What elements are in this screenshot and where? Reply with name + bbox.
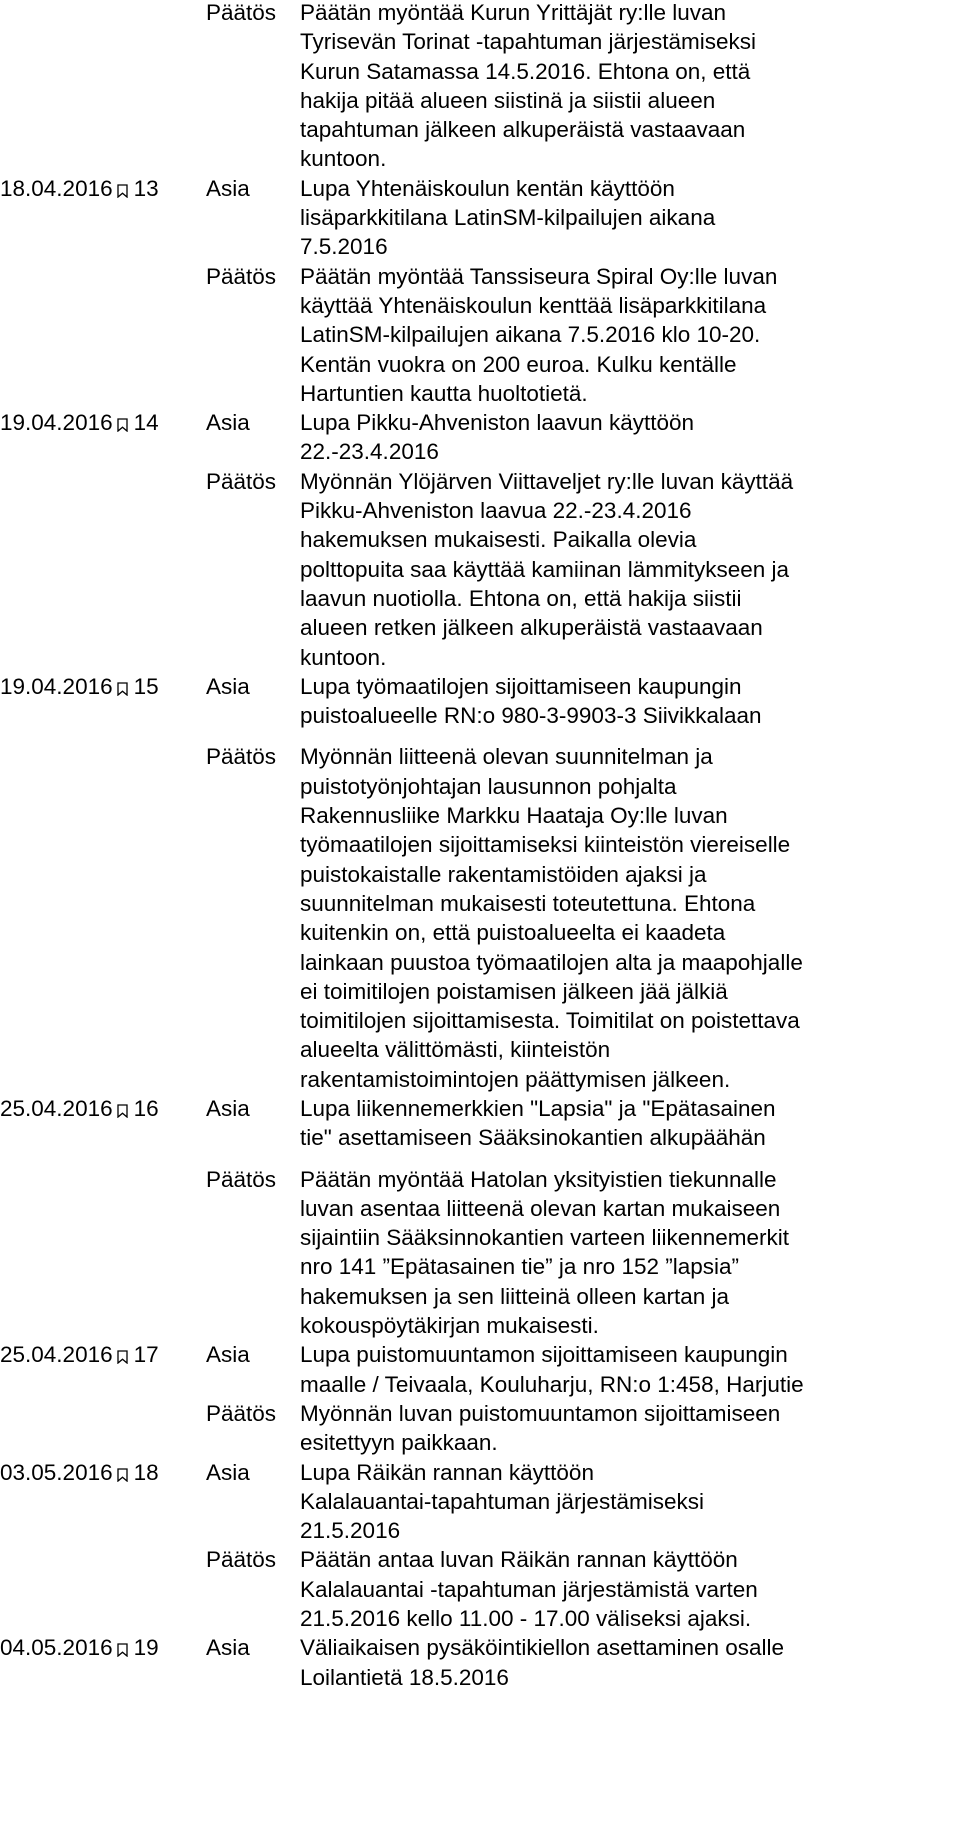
paatos-text bbox=[279, 467, 960, 672]
paatos-label: Päätös bbox=[206, 1166, 277, 1192]
entry-date: 04.05.2016 bbox=[0, 1635, 113, 1661]
asia-label: Asia bbox=[206, 673, 250, 699]
bookmark-icon bbox=[117, 1104, 128, 1118]
paatos-text-line: työmaatilojen sijoittamiseksi kiinteistön viereiselle bbox=[300, 832, 791, 858]
paatos-text-line: lainkaan puustoa työmaatilojen alta ja maapohjalle bbox=[300, 949, 803, 975]
paatos-text-line: puistokaistalle rakentamistöiden ajaksi ja bbox=[300, 861, 707, 887]
asia-text-line: maalle / Teivaala, Kouluharju, RN:o 1:458, Harjutie bbox=[300, 1371, 804, 1397]
asia-text-line: tie" asettamiseen Sääksinokantien alkupäähän bbox=[300, 1125, 766, 1151]
entry-header bbox=[0, 408, 159, 437]
paatos-text-line: alueelta välittömästi, kiinteistön bbox=[300, 1037, 611, 1063]
entry-number: 17 bbox=[133, 1342, 159, 1368]
paatos-text-line: alueen retken jälkeen alkuperäistä vastaavaan bbox=[300, 615, 763, 641]
asia-text bbox=[279, 1340, 960, 1399]
decision-entry bbox=[0, 0, 960, 174]
paatos-text-line: Myönnän liitteenä olevan suunnitelman ja bbox=[300, 744, 713, 770]
paatos-text-line: Päätän myöntää Kurun Yrittäjät ry:lle luvan bbox=[300, 0, 727, 25]
entry-number: 15 bbox=[133, 673, 159, 699]
paatos-text-line: Kalalauantai -tapahtuman järjestämistä varten bbox=[300, 1576, 758, 1602]
asia-text-line: Lupa Räikän rannan käyttöön bbox=[300, 1459, 594, 1485]
paatos-text-line: LatinSM-kilpailujen aikana 7.5.2016 klo 10-20. bbox=[300, 322, 761, 348]
paatos-text-line: Päätän myöntää Tanssiseura Spiral Oy:lle luvan bbox=[300, 263, 778, 289]
asia-text-line: lisäparkkitilana LatinSM-kilpailujen aikana bbox=[300, 205, 716, 231]
paatos-text bbox=[279, 262, 960, 408]
paatos-text-line: luvan asentaa liitteenä olevan kartan mukaiseen bbox=[300, 1195, 781, 1221]
asia-text-line: 22.-23.4.2016 bbox=[300, 439, 439, 465]
bookmark-icon bbox=[117, 184, 128, 198]
decision-entry bbox=[0, 1094, 960, 1340]
paatos-text-line: laavun nuotiolla. Ehtona on, että hakija siistii bbox=[300, 585, 742, 611]
bookmark-icon bbox=[117, 1350, 128, 1364]
entry-date: 19.04.2016 bbox=[0, 410, 113, 436]
asia-label: Asia bbox=[206, 175, 250, 201]
entry-date: 03.05.2016 bbox=[0, 1459, 113, 1485]
entry-date: 25.04.2016 bbox=[0, 1342, 113, 1368]
paatos-text bbox=[279, 1399, 960, 1458]
entry-header bbox=[0, 174, 159, 203]
entry-header bbox=[0, 1633, 159, 1662]
asia-row bbox=[0, 1340, 960, 1399]
paatos-text-line: esitettyyn paikkaan. bbox=[300, 1430, 498, 1456]
asia-label: Asia bbox=[206, 1342, 250, 1368]
paatos-label: Päätös bbox=[206, 263, 277, 289]
asia-text-line: puistoalueelle RN:o 980-3-9903-3 Siivikkalaan bbox=[300, 703, 762, 729]
asia-row bbox=[0, 672, 960, 731]
paatos-text-line: nro 141 ”Epätasainen tie” ja nro 152 ”lapsia” bbox=[300, 1254, 740, 1280]
entry-date: 25.04.2016 bbox=[0, 1095, 113, 1121]
entry-header bbox=[0, 1458, 159, 1487]
paatos-text-line: kuntoon. bbox=[300, 146, 387, 172]
paatos-label: Päätös bbox=[206, 0, 277, 25]
paatos-row bbox=[0, 0, 960, 174]
asia-text bbox=[279, 1633, 960, 1692]
paatos-label: Päätös bbox=[206, 744, 277, 770]
asia-text bbox=[279, 174, 960, 262]
paatos-text-line: Rakennusliike Markku Haataja Oy:lle luvan bbox=[300, 803, 728, 829]
paatos-text-line: polttopuita saa käyttää kamiinan lämmitykseen ja bbox=[300, 556, 790, 582]
asia-label: Asia bbox=[206, 1635, 250, 1661]
asia-text-line: Lupa Pikku-Ahveniston laavun käyttöön bbox=[300, 410, 695, 436]
paatos-text-line: tapahtuman jälkeen alkuperäistä vastaavaan bbox=[300, 117, 746, 143]
asia-text bbox=[279, 1458, 960, 1546]
asia-row bbox=[0, 408, 960, 467]
asia-text-line: Loilantietä 18.5.2016 bbox=[300, 1664, 509, 1690]
asia-text bbox=[279, 408, 960, 467]
paatos-text-line: puistotyönjohtajan lausunnon pohjalta bbox=[300, 773, 677, 799]
paatos-row bbox=[0, 1545, 960, 1633]
asia-label: Asia bbox=[206, 1095, 250, 1121]
asia-row bbox=[0, 1094, 960, 1153]
asia-text-line: Lupa työmaatilojen sijoittamiseen kaupungin bbox=[300, 673, 742, 699]
paatos-text-line: rakentamistoimintojen päättymisen jälkeen. bbox=[300, 1066, 731, 1092]
entry-number: 19 bbox=[133, 1635, 159, 1661]
paatos-text bbox=[279, 0, 960, 174]
decision-entry bbox=[0, 1458, 960, 1634]
asia-row bbox=[0, 1633, 960, 1692]
paatos-text-line: Päätän antaa luvan Räikän rannan käyttöön bbox=[300, 1547, 738, 1573]
paatos-row bbox=[0, 742, 960, 1094]
decision-entry bbox=[0, 174, 960, 408]
bookmark-icon bbox=[117, 1468, 128, 1482]
paatos-text-line: Hartuntien kautta huoltotietä. bbox=[300, 380, 588, 406]
entry-header bbox=[0, 1094, 159, 1123]
paatos-text bbox=[279, 1545, 960, 1633]
entry-date: 18.04.2016 bbox=[0, 175, 113, 201]
paatos-text-line: sijaintiin Sääksinnokantien varteen liikennemerkit bbox=[300, 1225, 790, 1251]
paatos-text-line: Päätän myöntää Hatolan yksityistien tiekunnalle bbox=[300, 1166, 777, 1192]
paatos-text bbox=[279, 1165, 960, 1341]
entry-header bbox=[0, 672, 159, 701]
asia-text-line: Väliaikaisen pysäköintikiellon asettaminen osalle bbox=[300, 1635, 785, 1661]
paatos-text-line: Myönnän luvan puistomuuntamon sijoittamiseen bbox=[300, 1400, 781, 1426]
paatos-text-line: käyttää Yhtenäiskoulun kenttää lisäparkkitilana bbox=[300, 292, 767, 318]
asia-text bbox=[279, 672, 960, 731]
asia-text-line: 21.5.2016 bbox=[300, 1518, 401, 1544]
entry-number: 16 bbox=[133, 1095, 159, 1121]
entry-date: 19.04.2016 bbox=[0, 673, 113, 699]
decision-entry bbox=[0, 672, 960, 1094]
entry-number: 13 bbox=[133, 175, 159, 201]
decision-entry bbox=[0, 1340, 960, 1457]
paatos-text-line: Tyrisevän Torinat -tapahtuman järjestämiseksi bbox=[300, 29, 757, 55]
paatos-text-line: hakemuksen mukaisesti. Paikalla olevia bbox=[300, 527, 697, 553]
asia-text-line: Lupa liikennemerkkien "Lapsia" ja "Epätasainen bbox=[300, 1095, 776, 1121]
paatos-text-line: hakemuksen ja sen liitteinä olleen kartan ja bbox=[300, 1283, 730, 1309]
entry-number: 18 bbox=[133, 1459, 159, 1485]
paatos-text-line: ei toimitilojen poistamisen jälkeen jää jälkiä bbox=[300, 978, 728, 1004]
paatos-text-line: hakija pitää alueen siistinä ja siistii alueen bbox=[300, 87, 716, 113]
asia-text bbox=[279, 1094, 960, 1153]
decision-entry bbox=[0, 408, 960, 672]
asia-text-line: Lupa Yhtenäiskoulun kentän käyttöön bbox=[300, 175, 675, 201]
paatos-label: Päätös bbox=[206, 1400, 277, 1426]
bookmark-icon bbox=[117, 418, 128, 432]
asia-row bbox=[0, 174, 960, 262]
asia-text-line: Kalalauantai-tapahtuman järjestämiseksi bbox=[300, 1488, 704, 1514]
paatos-text-line: kuntoon. bbox=[300, 644, 387, 670]
paatos-text-line: kokouspöytäkirjan mukaisesti. bbox=[300, 1313, 599, 1339]
paatos-text-line: Pikku-Ahveniston laavua 22.-23.4.2016 bbox=[300, 498, 692, 524]
paatos-text bbox=[279, 742, 960, 1094]
paatos-text-line: Kurun Satamassa 14.5.2016. Ehtona on, että bbox=[300, 58, 751, 84]
decision-entry bbox=[0, 1633, 960, 1692]
paatos-text-line: suunnitelman mukaisesti toteutettuna. Ehtona bbox=[300, 890, 756, 916]
paatos-text-line: Kentän vuokra on 200 euroa. Kulku kentälle bbox=[300, 351, 737, 377]
paatos-label: Päätös bbox=[206, 1547, 277, 1573]
asia-row bbox=[0, 1458, 960, 1546]
paatos-row bbox=[0, 1399, 960, 1458]
paatos-text-line: toimitilojen sijoittamisesta. Toimitilat on poistettava bbox=[300, 1008, 800, 1034]
paatos-row bbox=[0, 1165, 960, 1341]
paatos-row bbox=[0, 262, 960, 408]
paatos-text-line: 21.5.2016 kello 11.00 - 17.00 väliseksi ajaksi. bbox=[300, 1606, 752, 1632]
bookmark-icon bbox=[117, 682, 128, 696]
asia-label: Asia bbox=[206, 1459, 250, 1485]
asia-text-line: 7.5.2016 bbox=[300, 234, 388, 260]
paatos-label: Päätös bbox=[206, 468, 277, 494]
paatos-row bbox=[0, 467, 960, 672]
asia-text-line: Lupa puistomuuntamon sijoittamiseen kaupungin bbox=[300, 1342, 788, 1368]
entry-header bbox=[0, 1340, 159, 1369]
bookmark-icon bbox=[117, 1643, 128, 1657]
paatos-text-line: Myönnän Ylöjärven Viittaveljet ry:lle luvan käyttää bbox=[300, 468, 794, 494]
entry-number: 14 bbox=[133, 410, 159, 436]
paatos-text-line: kuitenkin on, että puistoalueelta ei kaadeta bbox=[300, 920, 726, 946]
asia-label: Asia bbox=[206, 410, 250, 436]
